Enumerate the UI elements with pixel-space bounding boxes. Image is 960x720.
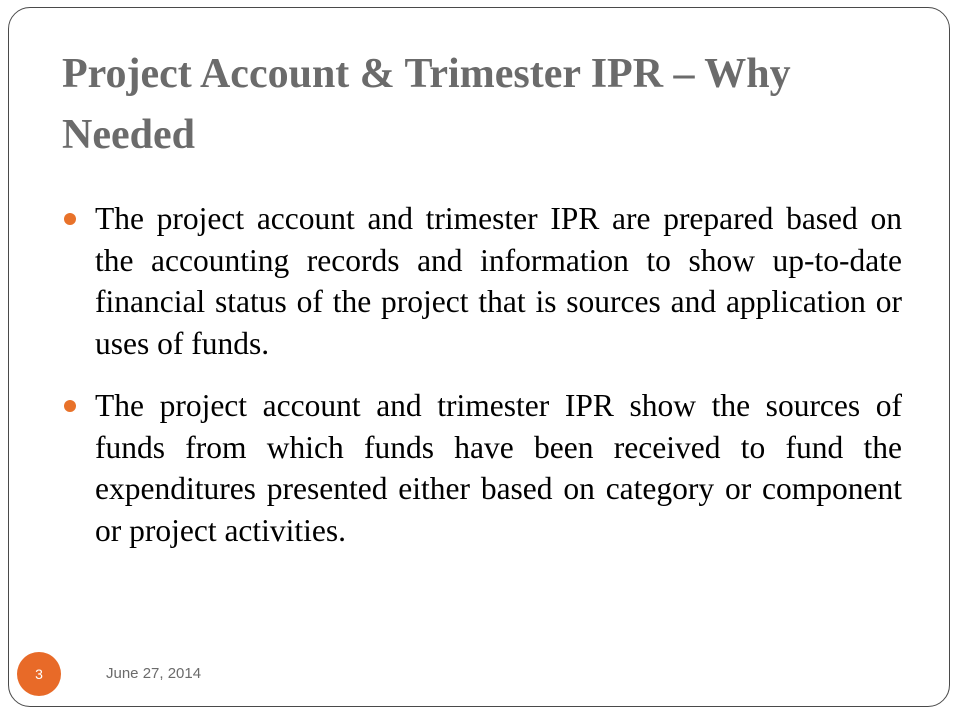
bullet-dot-icon [64, 213, 76, 225]
bullet-list [62, 198, 902, 572]
footer-date: June 27, 2014 [106, 665, 202, 682]
bullet-dot-icon [64, 400, 76, 412]
bullet-text-1: The project account and trimester IPR are prepared based on the accounting records and information to show up-to-date financial status of the project that is sources and application or uses of funds. [95, 201, 902, 361]
bullet-item-2 [62, 385, 902, 551]
slide-title: Project Account & Trimester IPR – Why Needed [62, 51, 791, 158]
bullet-item-1 [62, 198, 902, 364]
bullet-text-2: The project account and trimester IPR show the sources of funds from which funds have been received to fund the expenditures presented either based on category or component or project activities. [95, 388, 902, 548]
page-number-badge: 3 [17, 652, 61, 696]
